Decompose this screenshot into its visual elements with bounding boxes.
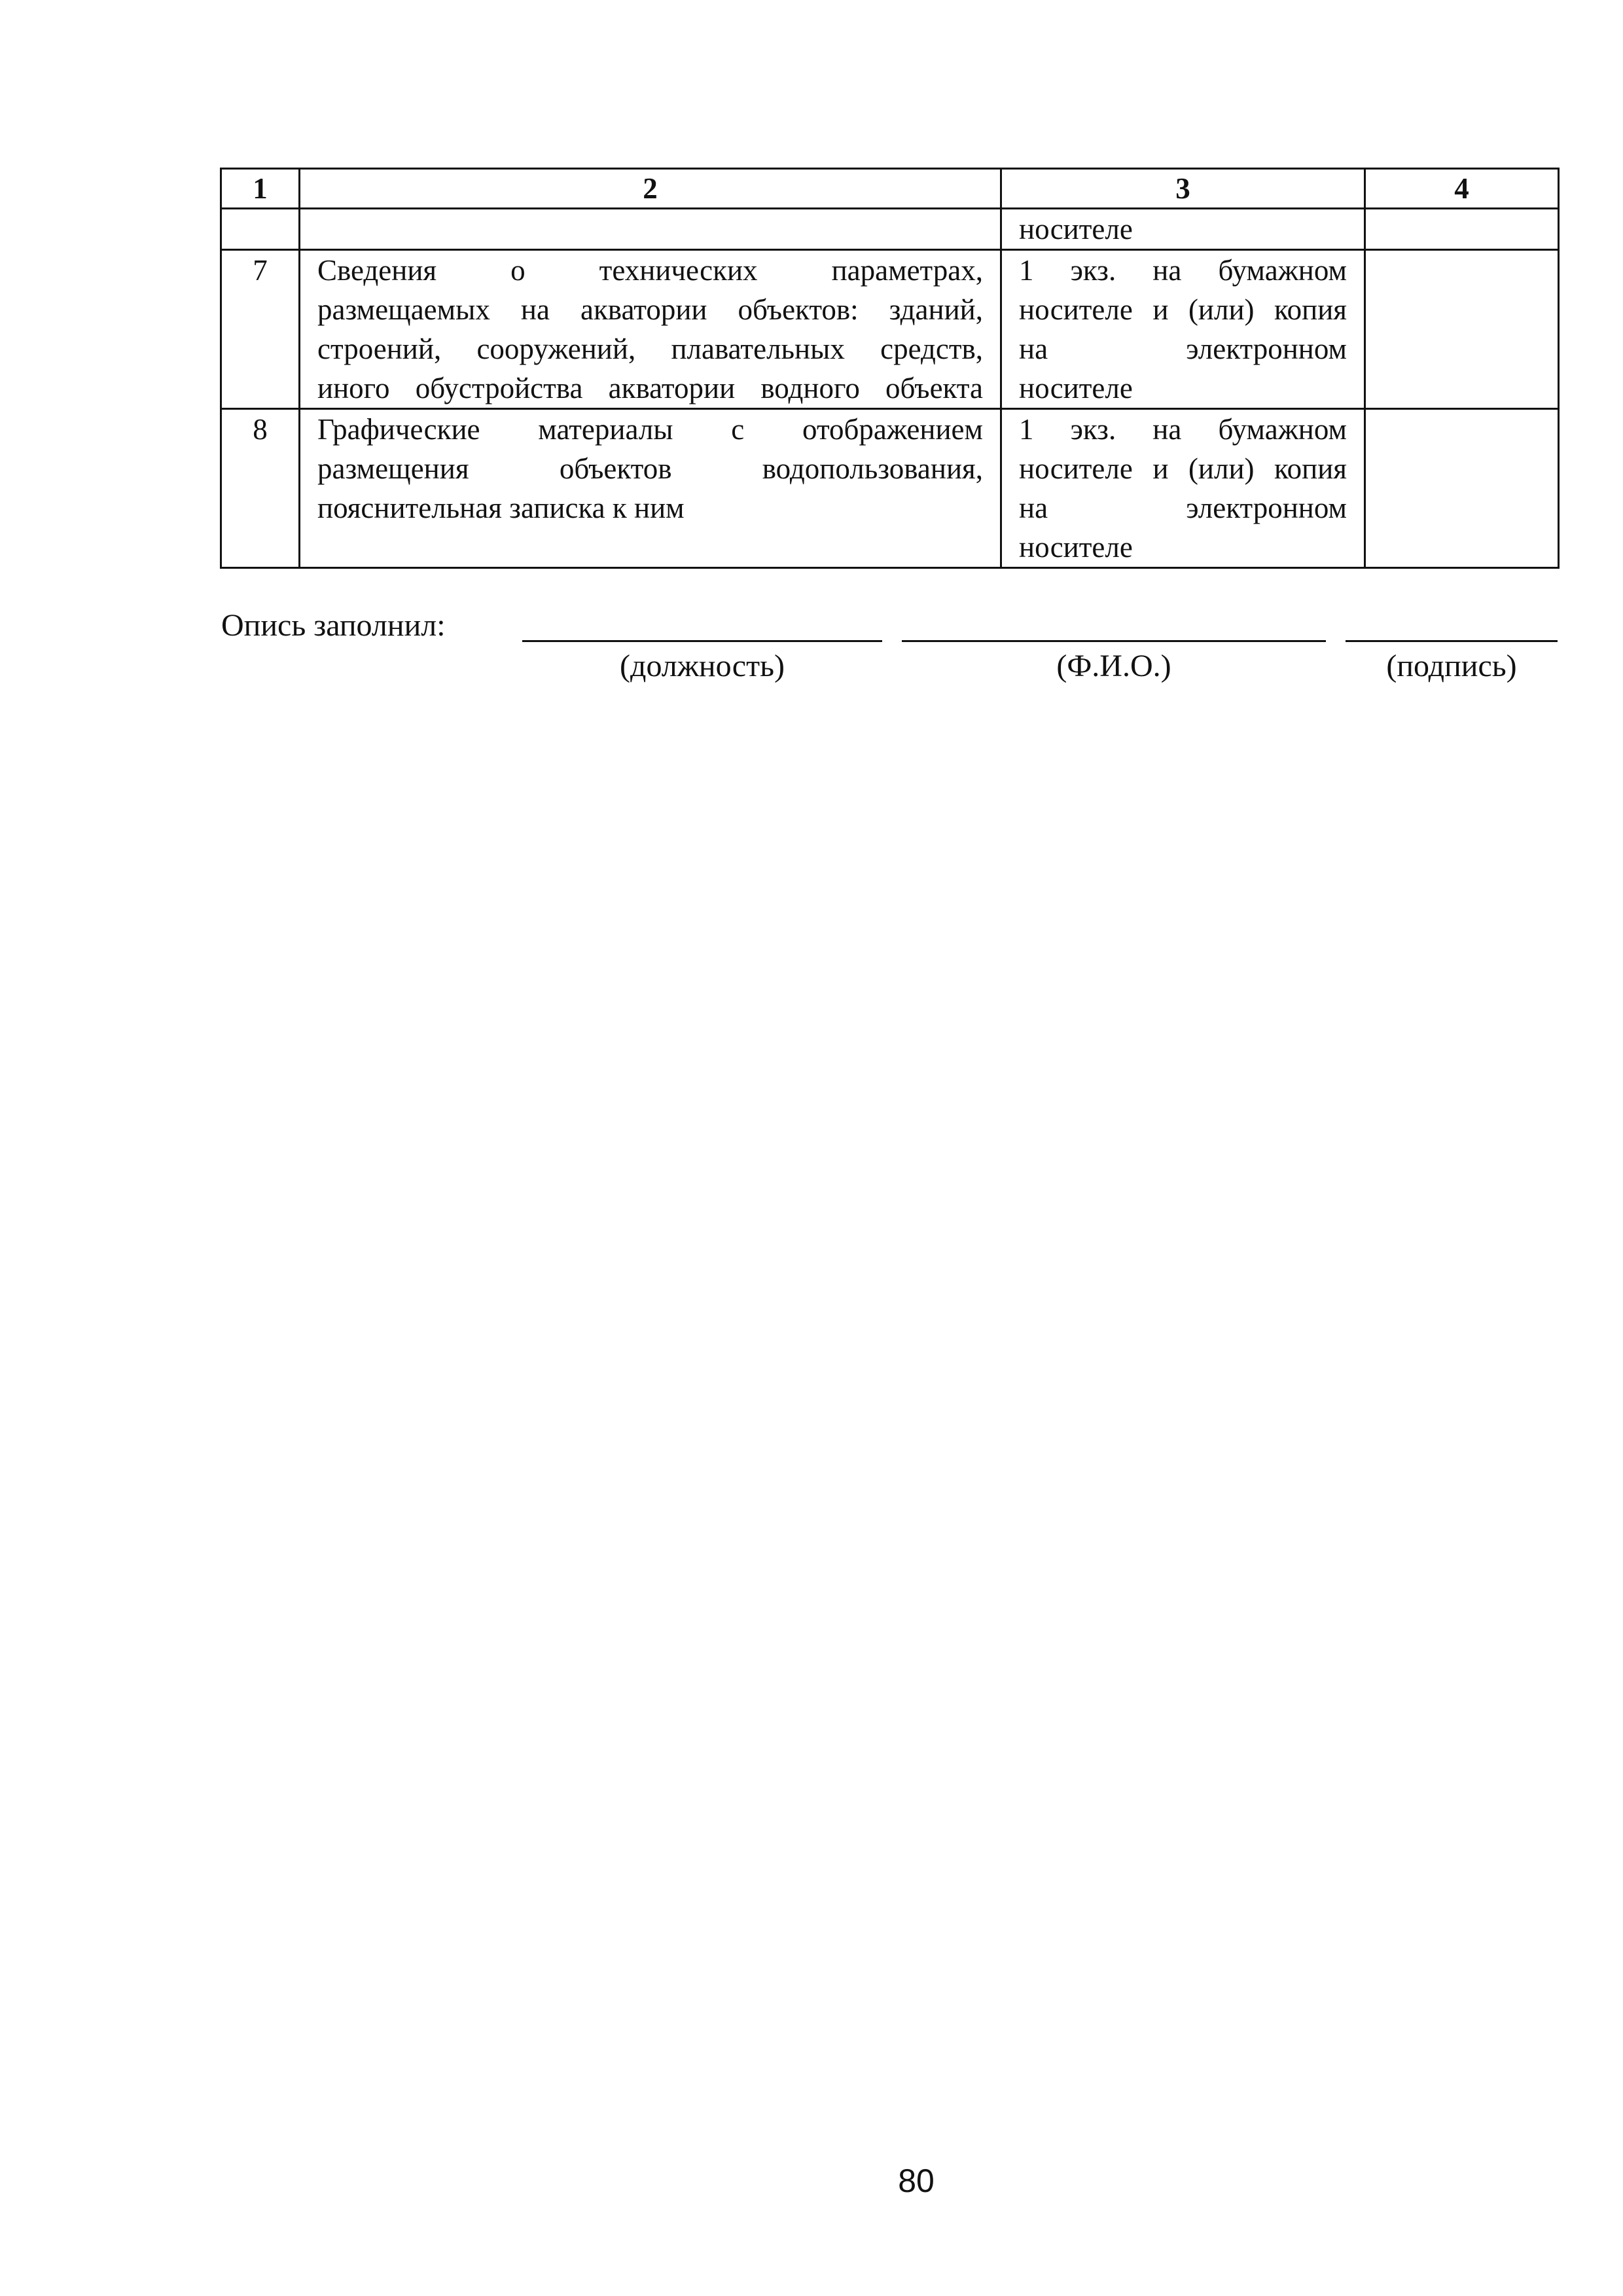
signature-label: Опись заполнил:: [221, 608, 446, 643]
column-header-description: 2: [300, 169, 1001, 209]
row-form-cell: [1001, 250, 1365, 409]
table-row: [221, 250, 1559, 409]
position-caption: (должность): [620, 649, 785, 683]
row-description-cell: [300, 409, 1001, 568]
description-line: иного обустройства акватории водного объекта: [317, 372, 983, 404]
description-line: размещения объектов водопользования,: [317, 452, 983, 485]
page-number: 80: [898, 2162, 935, 2199]
form-line: носителе: [1019, 372, 1133, 404]
form-line: на электронном: [1019, 332, 1347, 365]
form-line: носителе: [1019, 531, 1133, 564]
name-signature-line: [902, 640, 1326, 642]
full-name-caption: (Ф.И.О.): [1056, 649, 1171, 683]
row-description-cell: [300, 209, 1001, 250]
form-line: 1 экз. на бумажном: [1019, 413, 1347, 446]
column-header-note: 4: [1365, 169, 1559, 209]
row-number-cell: [221, 209, 300, 250]
signature-caption: (подпись): [1386, 649, 1517, 683]
document-inventory-table: [220, 168, 1560, 569]
table-row: [221, 409, 1559, 568]
description-line: Сведения о технических параметрах,: [317, 254, 983, 287]
form-line: носителе: [1019, 213, 1133, 245]
row-form-cell: [1001, 409, 1365, 568]
position-signature-line: [522, 640, 882, 642]
description-line: Графические материалы с отображением: [317, 413, 983, 446]
signature-line: [1346, 640, 1558, 642]
column-header-form: 3: [1001, 169, 1365, 209]
form-line: носителе и (или) копия: [1019, 293, 1347, 326]
row-form-cell: [1001, 209, 1365, 250]
row-note-cell: [1365, 409, 1559, 568]
row-number-cell: 7: [221, 250, 300, 409]
description-line: строений, сооружений, плавательных средств,: [317, 332, 983, 365]
description-line: размещаемых на акватории объектов: зданий,: [317, 293, 983, 326]
form-line: на электронном: [1019, 492, 1347, 524]
form-line: носителе и (или) копия: [1019, 452, 1347, 485]
row-description-cell: [300, 250, 1001, 409]
form-line: 1 экз. на бумажном: [1019, 254, 1347, 287]
column-header-number: 1: [221, 169, 300, 209]
description-line: пояснительная записка к ним: [317, 492, 685, 524]
row-note-cell: [1365, 250, 1559, 409]
row-number-cell: 8: [221, 409, 300, 568]
table-row: [221, 209, 1559, 250]
table-header-row: [221, 169, 1559, 209]
row-note-cell: [1365, 209, 1559, 250]
